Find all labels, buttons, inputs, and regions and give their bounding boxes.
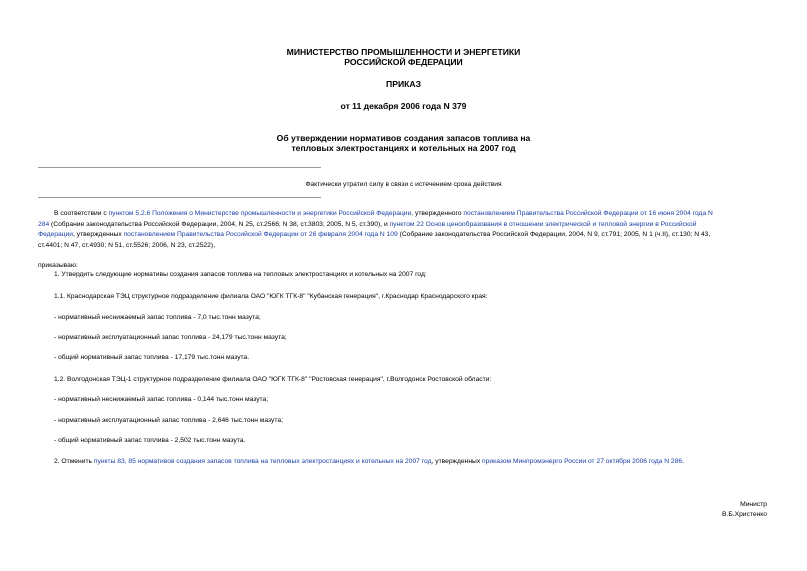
item-1-1-c: - общий нормативный запас топлива - 17,179 тыс.тонн мазута. xyxy=(54,354,250,361)
link-pricing-principles[interactable]: Федерации xyxy=(38,231,74,238)
preamble-text: В соответствии с xyxy=(54,210,109,217)
item-2 xyxy=(38,457,788,468)
item-1-1-a: - нормативный неснижаемый запас топлива - 7,0 тыс.тонн мазута; xyxy=(54,314,261,321)
link-government-decree-284[interactable]: постановлением Правительства Российской Федерации от 16 июня 2004 года N xyxy=(463,210,713,217)
preamble-text: , утвержденного xyxy=(411,210,464,217)
status-note: Фактически утратил силу в связи с истечением срока действия xyxy=(305,181,502,188)
preamble-line-3 xyxy=(38,230,772,241)
order-word: приказываю: xyxy=(38,262,78,269)
doc-title-line-2: тепловых электростанциях и котельных на 2007 год xyxy=(291,143,516,153)
ministry-line-2: РОССИЙСКОЙ ФЕДЕРАЦИИ xyxy=(344,57,463,67)
ministry-line-1: МИНИСТЕРСТВО ПРОМЫШЛЕННОСТИ И ЭНЕРГЕТИКИ xyxy=(286,47,521,57)
item-1: 1. Утвердить следующие нормативы создания запасов топлива на тепловых электростанциях и котельных на 2007 год: xyxy=(54,271,427,278)
preamble-text: (Собрание законодательства Российской Федерации, 2004, N 25, ст.2566; N 38, ст.3803; 2005, N 5, ст.390), и xyxy=(49,220,390,228)
link-fuel-norms-items[interactable]: пункты 83, 85 нормативов создания запасов топлива на тепловых электростанциях и котельных на 2007 год xyxy=(93,458,432,465)
preamble-line-1 xyxy=(38,209,788,220)
preamble-line-4: ст.4401; N 47, ст.4930; N 51, ст.5526; 2006, N 23, ст.2522), xyxy=(38,241,215,249)
item-1-1: 1.1. Краснодарская ТЭЦ структурное подразделение филиала ОАО "ЮГК ТГК-8" "Кубанская генерация", г.Краснодар Краснодарского края: xyxy=(54,293,488,300)
divider-top xyxy=(38,167,321,168)
link-order-286[interactable]: приказом Минпромэнерго России от 27 октября 2006 года N 286 xyxy=(482,458,683,465)
item-2-text: , утвержденных xyxy=(431,458,483,465)
link-government-decree-284[interactable]: 284 xyxy=(38,220,50,228)
item-1-2-c: - общий нормативный запас топлива - 2,502 тыс.тонн мазута. xyxy=(54,437,246,444)
preamble-text: , утвержденных xyxy=(73,231,124,238)
item-2-text: . xyxy=(682,458,684,465)
link-pricing-principles[interactable]: пунктом 22 Основ ценообразования в отношении электрической и тепловой энергии в Российской xyxy=(389,220,697,228)
doc-title-line-1: Об утверждении нормативов создания запасов топлива на xyxy=(276,133,531,143)
item-2-text: 2. Отменить xyxy=(54,458,94,465)
preamble-text: (Собрание законодательства Российской Федерации, 2004, N 9, ст.791; 2005, N 1 (ч.II), ст.130; N 43, xyxy=(397,231,711,238)
preamble-line-2 xyxy=(38,220,772,231)
doc-date: от 11 декабря 2006 года N 379 xyxy=(340,101,467,111)
item-1-2-a: - нормативный неснижаемый запас топлива - 0,144 тыс.тонн мазута; xyxy=(54,396,269,403)
link-government-decree-109[interactable]: постановлением Правительства Российской Федерации от 26 февраля 2004 года N 109 xyxy=(123,231,398,238)
divider-bottom xyxy=(38,197,321,198)
signature xyxy=(722,500,767,520)
signature-position: Министр xyxy=(740,501,767,508)
link-ministry-regulation[interactable]: пунктом 5.2.6 Положения о Министерстве промышленности и энергетики Российской Федерации xyxy=(108,210,412,217)
item-1-2: 1.2. Волгодонская ТЭЦ-1 структурное подразделение филиала ОАО "ЮГК ТГК-8" "Ростовская генерация", г.Волгодонск Ростовской области: xyxy=(54,376,492,383)
doc-type: ПРИКАЗ xyxy=(386,79,421,89)
signature-name: В.Б.Христенко xyxy=(722,511,767,518)
item-1-1-b: - нормативный эксплуатационный запас топлива - 24,179 тыс.тонн мазута; xyxy=(54,334,287,341)
item-1-2-b: - нормативный эксплуатационный запас топлива - 2,646 тыс.тонн мазута; xyxy=(54,417,283,424)
